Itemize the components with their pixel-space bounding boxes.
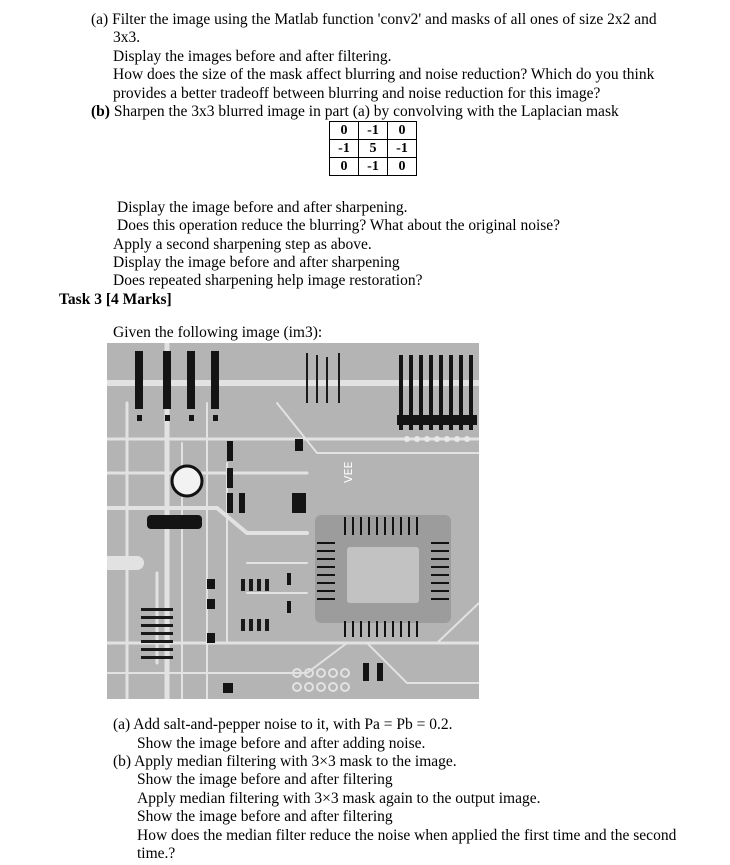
part-a-line-3: Display the images before and after filtering. [113,48,392,65]
mounting-hole [172,466,202,496]
mask-row [330,140,417,158]
task3-item-7: How does the median filter reduce the noise when applied the first time and the second [137,827,677,844]
task3-item-4: Show the image before and after filtering [137,771,393,788]
mask-cell: 0 [330,158,359,176]
laplacian-mask-table [329,121,417,176]
part-b-heading [91,103,619,121]
part-b-line-4: Display the image before and after sharpening [113,254,400,271]
part-b-line-5: Does repeated sharpening help image restoration? [113,272,423,289]
task3-item-1: (a) Add salt-and-pepper noise to it, with Pa = Pb = 0.2. [113,716,453,733]
mask-row [330,158,417,176]
part-b-line-2: Does this operation reduce the blurring? What about the original noise? [117,217,561,234]
task3-item-6: Show the image before and after filtering [137,808,393,825]
chip-package [315,515,451,637]
mask-row [330,122,417,140]
mask-cell: -1 [359,158,388,176]
task3-intro: Given the following image (im3): [113,324,323,341]
task3-item-3: (b) Apply median filtering with 3×3 mask to the image. [113,753,457,770]
mask-cell: 5 [359,140,388,158]
mask-cell: 0 [330,122,359,140]
mask-cell: 0 [388,158,417,176]
part-a-line-2: 3x3. [113,29,141,46]
part-a-line-1: (a) Filter the image using the Matlab function 'conv2' and masks of all ones of size 2x2 and [91,11,657,28]
circuit-board-xray-image [107,343,479,699]
mask-cell: -1 [359,122,388,140]
task3-heading: Task 3 [4 Marks] [59,291,172,308]
mask-cell: -1 [388,140,417,158]
board-label-text: VEE [342,461,355,483]
mask-cell: 0 [388,122,417,140]
task3-item-2: Show the image before and after adding noise. [137,735,426,752]
part-a-line-4: How does the size of the mask affect blurring and noise reduction? Which do you think [113,66,655,83]
task3-item-5: Apply median filtering with 3×3 mask again to the output image. [137,790,541,807]
part-b-line-1: Display the image before and after sharpening. [117,199,408,216]
task3-item-8: time.? [137,845,176,862]
mask-cell: -1 [330,140,359,158]
part-a-line-5: provides a better tradeoff between blurring and noise reduction for this image? [113,85,601,102]
part-b-text: Sharpen the 3x3 blurred image in part (a) by convolving with the Laplacian mask [109,103,619,120]
part-b-line-3: Apply a second sharpening step as above. [113,236,372,253]
part-b-label: (b) [91,103,110,120]
